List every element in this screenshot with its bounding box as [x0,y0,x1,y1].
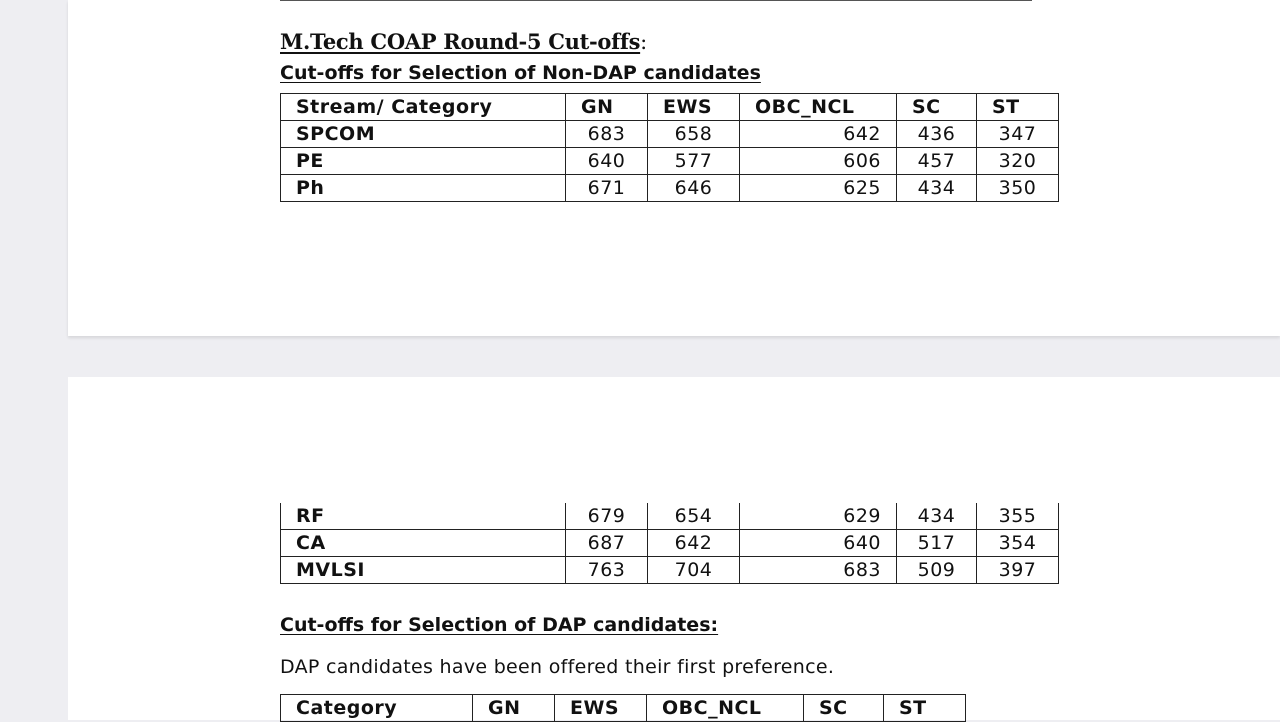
header-cell: EWS [555,695,647,722]
stream-cell: CA [281,530,566,557]
stream-cell: RF [281,503,566,530]
header-cell: GN [566,94,648,121]
stream-cell: PE [281,148,566,175]
gn-cell: 683 [566,121,648,148]
stream-cell: SPCOM [281,121,566,148]
ews-cell: 577 [648,148,740,175]
ews-cell: 642 [648,530,740,557]
gn-cell: 679 [566,503,648,530]
table-header-row [281,94,1059,121]
obc-ncl-cell: 640 [740,530,897,557]
header-cell: SC [804,695,884,722]
sc-cell: 434 [897,503,977,530]
ews-cell: 658 [648,121,740,148]
table-header-row [281,695,966,722]
sc-cell: 517 [897,530,977,557]
header-cell: GN [473,695,555,722]
gn-cell: 687 [566,530,648,557]
sc-cell: 434 [897,175,977,202]
table-row [281,557,1059,584]
st-cell: 350 [977,175,1059,202]
gn-cell: 640 [566,148,648,175]
dap-heading: Cut-offs for Selection of DAP candidates: [280,614,719,636]
st-cell: 347 [977,121,1059,148]
stream-cell: Ph [281,175,566,202]
obc-ncl-cell: 625 [740,175,897,202]
ews-cell: 704 [648,557,740,584]
gn-cell: 763 [566,557,648,584]
st-cell: 320 [977,148,1059,175]
obc-ncl-cell: 606 [740,148,897,175]
header-cell: OBC_NCL [740,94,897,121]
header-cell: EWS [648,94,740,121]
gn-cell: 671 [566,175,648,202]
table-row [281,503,1059,530]
header-cell: Stream/ Category [281,94,566,121]
obc-ncl-cell: 629 [740,503,897,530]
ews-cell: 654 [648,503,740,530]
document-page-2 [68,377,1280,720]
table-row [281,530,1059,557]
dap-note: DAP candidates have been offered their first preference. [280,656,835,678]
table-row [281,175,1059,202]
non-dap-cutoff-table [280,93,1059,202]
stream-cell: MVLSI [281,557,566,584]
header-cell: ST [977,94,1059,121]
header-cell: OBC_NCL [647,695,804,722]
header-cell: ST [884,695,966,722]
obc-ncl-cell: 683 [740,557,897,584]
top-rule-divider [280,0,1032,1]
document-page-1 [68,0,1280,336]
dap-cutoff-table [280,694,966,722]
st-cell: 354 [977,530,1059,557]
sc-cell: 436 [897,121,977,148]
ews-cell: 646 [648,175,740,202]
obc-ncl-cell: 642 [740,121,897,148]
st-cell: 355 [977,503,1059,530]
header-cell: Category [281,695,473,722]
table-row [281,148,1059,175]
table-row [281,121,1059,148]
sc-cell: 509 [897,557,977,584]
st-cell: 397 [977,557,1059,584]
document-title: M.Tech COAP Round-5 Cut-offs: [280,29,647,54]
non-dap-heading: Cut-offs for Selection of Non-DAP candidates [280,62,761,84]
non-dap-cutoff-table-continued [280,503,1059,584]
header-cell: SC [897,94,977,121]
sc-cell: 457 [897,148,977,175]
